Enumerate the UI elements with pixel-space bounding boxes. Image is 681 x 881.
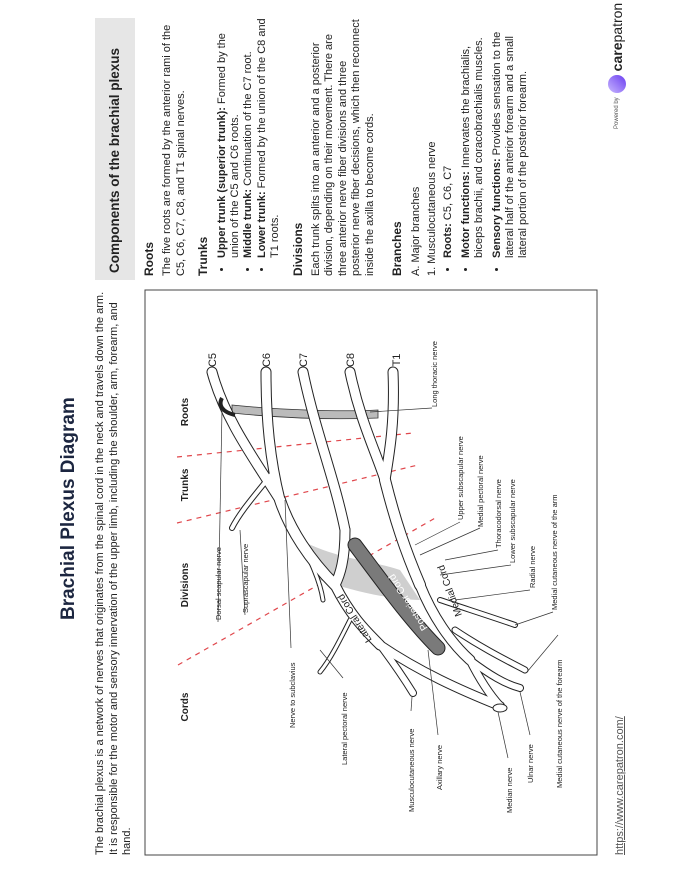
label-lateral-pectoral: Lateral pectoral nerve: [340, 692, 349, 765]
label-medial-pectoral: Medial pectoral nerve: [476, 455, 485, 527]
term: Sensory functions:: [490, 158, 503, 258]
lateral-pectoral-branch: [320, 620, 350, 672]
nerve-fills: [212, 372, 525, 706]
root-c7: C7: [298, 352, 310, 368]
roots-heading: Roots: [142, 242, 156, 276]
header-cords: Cords: [180, 692, 191, 722]
major-branches: A. Major branches: [409, 186, 422, 276]
label-medial-cord: Medial Cord: [436, 563, 465, 618]
label-subclavius: Nerve to subclavius: [288, 662, 297, 728]
divisions-heading: Divisions: [290, 222, 305, 276]
term: Roots:: [442, 223, 455, 258]
suprascapular-branch: [232, 470, 275, 528]
desc: Formed by the union of the C8 and T1 roots.: [255, 18, 282, 258]
label-medial-cutaneous-forearm: Medial cutaneous nerve of the forearm: [555, 659, 564, 788]
label-median: Median nerve: [505, 767, 514, 813]
branches-heading: Branches: [390, 221, 405, 276]
label-medial-cutaneous-arm: Medial cutaneous nerve of the arm: [550, 494, 559, 610]
musculocutaneous-item: 1. Musculocutaneous nerve: [425, 141, 438, 276]
label-suprascapular: Suprascapular nerve: [241, 543, 250, 613]
root-c8: C8: [345, 352, 357, 368]
term: Motor functions:: [459, 171, 472, 258]
label-thoracodorsal: Thoracodorsal nerve: [494, 479, 503, 548]
term: Upper trunk (superior trunk):: [215, 107, 228, 258]
desc: C5, C6, C7: [442, 165, 455, 224]
label-musculocutaneous: Musculocutaneous nerve: [407, 728, 416, 812]
label-upper-subscapular: Upper subscapular nerve: [456, 436, 465, 520]
label-lateral-cord: Lateral Cord: [336, 591, 375, 645]
root-t1: T1: [391, 353, 403, 367]
header-trunks: Trunks: [180, 468, 191, 502]
c8-root: [350, 372, 385, 480]
label-posterior-cord: Posterior Cord: [387, 571, 431, 633]
label-lower-subscapular: Lower subscapular nerve: [508, 479, 517, 563]
label-ulnar: Ulnar nerve: [526, 744, 535, 783]
median-nerve-end: [493, 704, 507, 712]
trunks-heading: Trunks: [196, 236, 211, 276]
root-c6: C6: [261, 352, 273, 368]
term: Middle trunk:: [242, 188, 255, 258]
powered-by: Powered by: [614, 97, 620, 129]
divisions-text: Each trunk splits into an anterior and a posterior division, depending on their movement. There are three anterior nerve fiber divisions and three posterior nerve fiber decisions, which then reconnect inside the axilla to become cords.: [310, 19, 376, 276]
root-c5: C5: [207, 352, 219, 368]
header-divisions: Divisions: [180, 562, 191, 608]
label-radial: Radial nerve: [528, 545, 537, 588]
label-axillary: Axillary nerve: [435, 744, 444, 790]
desc: Provides sensation to the lateral half of the anterior forearm and a small lateral portion of the posterior forearm.: [490, 31, 530, 258]
roots-text: The five roots are formed by the anterior rami of the C5, C6, C7, C8, and T1 spinal nerves.: [161, 24, 187, 276]
brand-rest: patron: [609, 2, 625, 43]
label-long-thoracic: Long thoracic nerve: [430, 341, 439, 407]
brand-bold: care: [609, 42, 625, 72]
header-roots: Roots: [180, 397, 191, 427]
carepatron-link[interactable]: https://www.carepatron.com/: [614, 716, 626, 855]
desc: Formed by the union of the C5 and C6 roots.: [215, 33, 242, 258]
desc: Innervates the brachialis, biceps brachii, and coracobrachialis muscles.: [459, 37, 486, 258]
label-dorsal-scapular: Dorsal scapular nerve: [214, 547, 223, 620]
c7-root: [303, 372, 345, 530]
components-header: Components of the brachial plexus: [95, 18, 135, 280]
desc: Continuation of the C7 root.: [242, 51, 255, 189]
page-title: Brachial Plexus Diagram: [58, 397, 79, 620]
term: Lower trunk:: [255, 191, 268, 258]
intro-paragraph: The brachial plexus is a network of nerves that originates from the spinal cord in the neck and travels down the arm. It is responsible for the motor and sensory innervation of the upper limb, including the shoulder, arm, forearm, and hand.: [94, 291, 134, 855]
